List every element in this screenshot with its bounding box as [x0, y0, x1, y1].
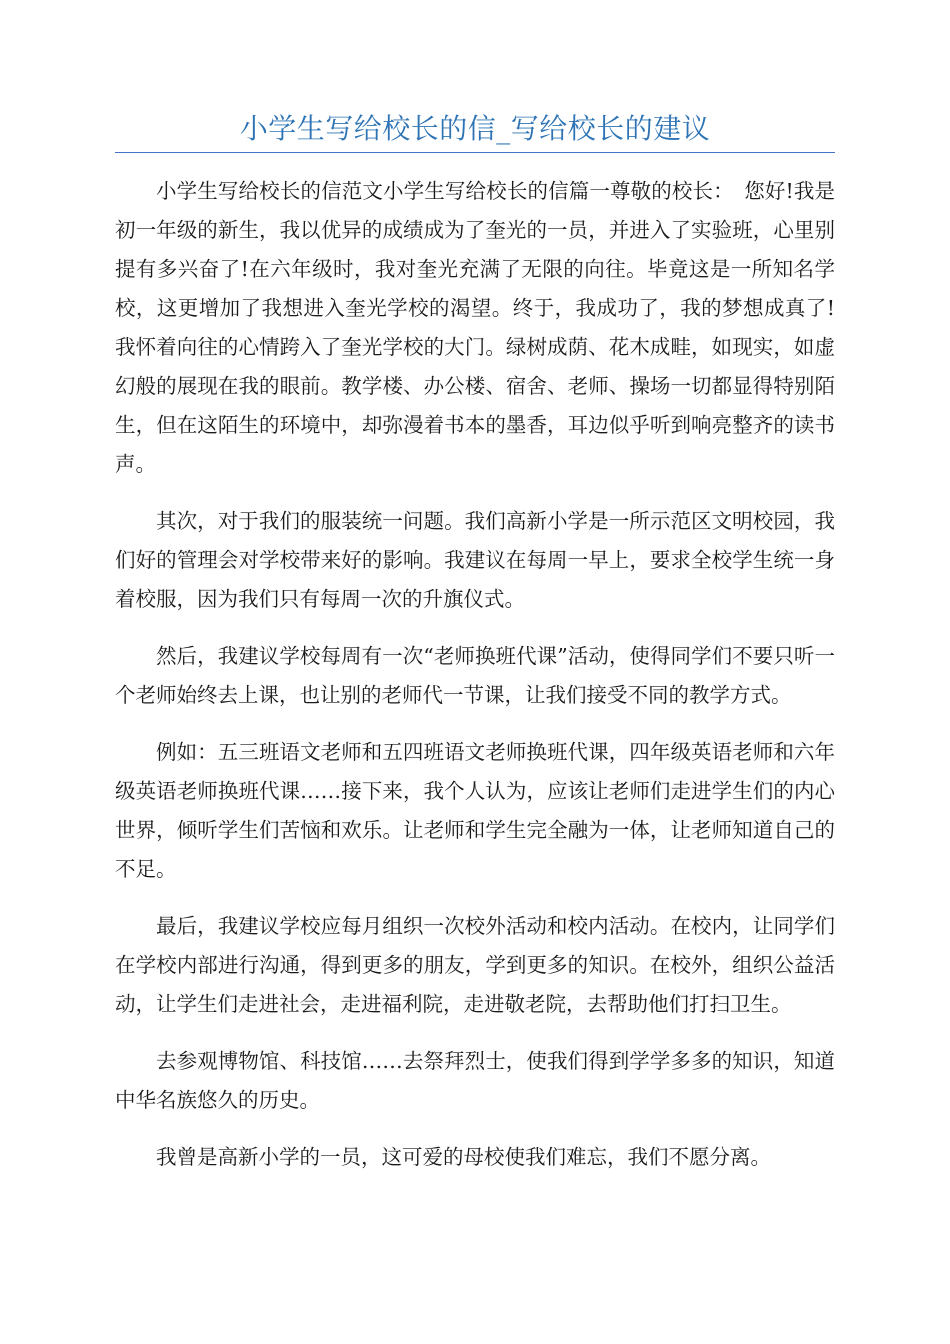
- title-block: [115, 112, 835, 153]
- document-body: [115, 172, 835, 1195]
- paragraph-3: 然后，我建议学校每周有一次“老师换班代课”活动，使得同学们不要只听一个老师始终去上课，也让别的老师代一节课，让我们接受不同的教学方式。: [115, 644, 835, 707]
- paragraph-5: 最后，我建议学校应每月组织一次校外活动和校内活动。在校内，让同学们在学校内部进行沟通，得到更多的朋友，学到更多的知识。在校外，组织公益活动，让学生们走进社会，走进福利院，走进敬老院，去帮助他们打扫卫生。: [115, 914, 835, 1016]
- paragraph-2: 其次，对于我们的服装统一问题。我们高新小学是一所示范区文明校园，我们好的管理会对学校带来好的影响。我建议在每周一早上，要求全校学生统一身着校服，因为我们只有每周一次的升旗仪式。: [115, 509, 835, 611]
- paragraph-1: 小学生写给校长的信范文小学生写给校长的信篇一尊敬的校长： 您好!我是初一年级的新生，我以优异的成绩成为了奎光的一员，并进入了实验班，心里别提有多兴奋了!在六年级时，我对奎光充满了无限的向往。毕竟这是一所知名学校，这更增加了我想进入奎光学校的渴望。终于，我成功了，我的梦想成真了!我怀着向往的心情跨入了奎光学校的大门。绿树成荫、花木成畦，如现实，如虚幻般的展现在我的眼前。教学楼、办公楼、宿舍、老师、操场一切都显得特别陌生，但在这陌生的环境中，却弥漫着书本的墨香，耳边似乎听到响亮整齐的读书声。: [115, 179, 835, 476]
- paragraph-6: 去参观博物馆、科技馆……去祭拜烈士，使我们得到学学多多的知识，知道中华名族悠久的历史。: [115, 1049, 835, 1112]
- paragraph-4: 例如：五三班语文老师和五四班语文老师换班代课，四年级英语老师和六年级英语老师换班代课……接下来，我个人认为，应该让老师们走进学生们的内心世界，倾听学生们苦恼和欢乐。让老师和学生完全融为一体，让老师知道自己的不足。: [115, 740, 835, 881]
- paragraph-7: 我曾是高新小学的一员，这可爱的母校使我们难忘，我们不愿分离。: [156, 1145, 771, 1169]
- document-title: 小学生写给校长的信_写给校长的建议: [239, 112, 711, 145]
